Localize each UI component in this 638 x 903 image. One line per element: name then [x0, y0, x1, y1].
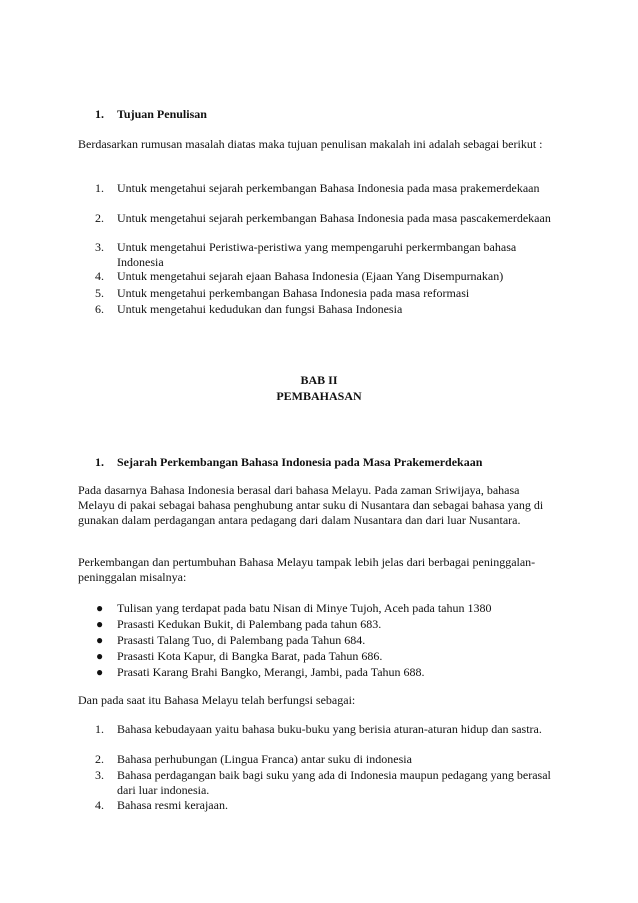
- list-item: Bahasa resmi kerajaan.: [117, 798, 228, 812]
- list-number: 4.: [95, 269, 104, 283]
- list-number: 2.: [95, 211, 104, 225]
- bullet-icon: ●: [96, 649, 104, 663]
- list-item: Untuk mengetahui kedudukan dan fungsi Bahasa Indonesia: [117, 302, 403, 316]
- bullet-item: Prasasti Kedukan Bukit, di Palembang pada tahun 683.: [117, 617, 382, 631]
- bullet-icon: ●: [96, 601, 104, 615]
- paragraph: Pada dasarnya Bahasa Indonesia berasal dari bahasa Melayu. Pada zaman Sriwijaya, bahasa Melayu di pakai sebagai bahasa penghubung antar suku di Nusantara dan sebagai bahasa yang di gunakan dalam perdagangan antara pedagang dari dalam Nusantara dan dari luar Nusantara.: [78, 483, 544, 527]
- paragraph: Perkembangan dan pertumbuhan Bahasa Melayu tampak lebih jelas dari berbagai peninggalan-peninggalan misalnya:: [78, 555, 536, 584]
- list-item: Untuk mengetahui sejarah perkembangan Bahasa Indonesia pada masa pascakemerdekaan: [117, 211, 551, 225]
- list-number: 5.: [95, 286, 104, 300]
- list-number: 2.: [95, 752, 104, 766]
- bullet-item: Tulisan yang terdapat pada batu Nisan di Minye Tujoh, Aceh pada tahun 1380: [117, 601, 492, 615]
- list-item: Untuk mengetahui perkembangan Bahasa Indonesia pada masa reformasi: [117, 286, 470, 300]
- list-number: 1.: [95, 722, 104, 736]
- bullet-icon: ●: [96, 617, 104, 631]
- list-number: 4.: [95, 798, 104, 812]
- list-item: Untuk mengetahui sejarah perkembangan Bahasa Indonesia pada masa prakemerdekaan: [117, 181, 540, 195]
- chapter-label: BAB II: [300, 373, 338, 387]
- bullet-item: Prasati Karang Brahi Bangko, Merangi, Jambi, pada Tahun 688.: [117, 665, 425, 679]
- paragraph: Dan pada saat itu Bahasa Melayu telah berfungsi sebagai:: [78, 693, 356, 707]
- list-item: Bahasa kebudayaan yaitu bahasa buku-buku yang berisia aturan-aturan hidup dan sastra.: [117, 722, 542, 736]
- section-title: Sejarah Perkembangan Bahasa Indonesia pada Masa Prakemerdekaan: [117, 455, 483, 469]
- bullet-item: Prasasti Kota Kapur, di Bangka Barat, pada Tahun 686.: [117, 649, 383, 663]
- list-item: Untuk mengetahui Peristiwa-peristiwa yang mempengaruhi perkermbangan bahasa Indonesia: [117, 240, 517, 269]
- section-number: 1.: [95, 107, 104, 121]
- list-number: 3.: [95, 768, 104, 782]
- chapter-title: PEMBAHASAN: [276, 389, 362, 403]
- bullet-item: Prasasti Talang Tuo, di Palembang pada Tahun 684.: [117, 633, 366, 647]
- bullet-icon: ●: [96, 633, 104, 647]
- list-item: Bahasa perdagangan baik bagi suku yang ada di Indonesia maupun pedagang yang berasal dari luar indonesia.: [117, 768, 551, 797]
- list-number: 3.: [95, 240, 104, 254]
- list-item: Untuk mengetahui sejarah ejaan Bahasa Indonesia (Ejaan Yang Disempurnakan): [117, 269, 504, 283]
- intro-paragraph: Berdasarkan rumusan masalah diatas maka tujuan penulisan makalah ini adalah sebagai berikut :: [78, 137, 543, 151]
- section-title: Tujuan Penulisan: [117, 107, 207, 121]
- section-number: 1.: [95, 455, 104, 469]
- list-number: 6.: [95, 302, 104, 316]
- list-number: 1.: [95, 181, 104, 195]
- bullet-icon: ●: [96, 665, 104, 679]
- list-item: Bahasa perhubungan (Lingua Franca) antar suku di indonesia: [117, 752, 412, 766]
